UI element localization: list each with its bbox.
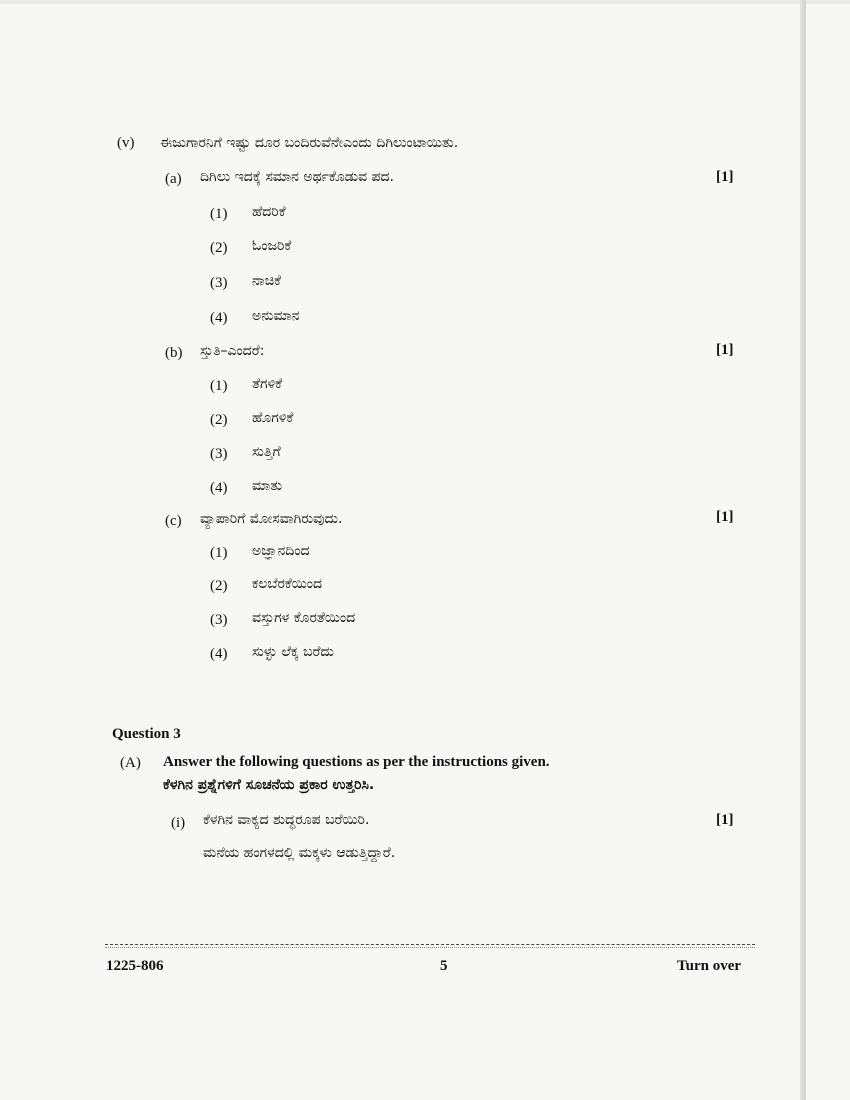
- part-c-option-4-text: ಸುಳ್ಳು ಲೆಕ್ಕ ಬರೆದು: [252, 644, 334, 660]
- part-b-option-4-text: ಮಾತು: [252, 478, 283, 494]
- part-c-option-2-text: ಕಲಬೆರಕೆಯಿಂದ: [252, 576, 323, 592]
- part-c-option-3-num: (3): [210, 612, 228, 628]
- part-a-option-2-text: ಓಂಜರಿಕೆ: [252, 238, 292, 254]
- footer-code: 1225-806: [106, 958, 164, 974]
- part-a-text: ದಿಗಿಲು ಇದಕ್ಕೆ ಸಮಾನ ಅರ್ಥಕೊಡುವ ಪದ.: [200, 169, 394, 185]
- part-c-option-2-num: (2): [210, 578, 228, 594]
- part-c-option-4-num: (4): [210, 646, 228, 662]
- question-3-heading: Question 3: [112, 726, 181, 742]
- part-a-option-4-num: (4): [210, 310, 228, 326]
- part-b-option-4-num: (4): [210, 480, 228, 496]
- footer-divider: [105, 944, 755, 945]
- part-a-option-4-text: ಅನುಮಾನ: [252, 308, 300, 324]
- question-3-item-text: ಕೆಳಗಿನ ವಾಕ್ಯದ ಶುದ್ಧರೂಪ ಬರೆಯಿರಿ.: [203, 812, 370, 828]
- part-b-option-2-num: (2): [210, 412, 228, 428]
- part-b-option-3-text: ಸುತ್ತಿಗೆ: [252, 444, 281, 460]
- part-b-label: (b): [165, 345, 183, 361]
- part-a-label: (a): [165, 171, 182, 187]
- footer-turn-over: Turn over: [677, 958, 742, 974]
- part-b-option-3-num: (3): [210, 446, 228, 462]
- part-b-option-1-text: ತೆಗಳಿಕೆ: [252, 376, 283, 392]
- part-a-marks: [1]: [716, 169, 734, 185]
- part-c-marks: [1]: [716, 509, 734, 525]
- part-c-option-1-num: (1): [210, 545, 228, 561]
- question-3-item-label: (i): [171, 815, 186, 831]
- part-b-option-1-num: (1): [210, 378, 228, 394]
- question-3-item-marks: [1]: [716, 812, 734, 828]
- part-c-option-3-text: ವಸ್ತುಗಳ ಕೊರತೆಯಿಂದ: [252, 610, 356, 626]
- footer-divider-secondary: [105, 947, 755, 948]
- part-a-option-3-text: ನಾಚಿಕೆ: [252, 273, 281, 289]
- part-c-label: (c): [165, 513, 182, 529]
- part-a-option-2-num: (2): [210, 240, 228, 256]
- page-top-edge: [0, 0, 850, 4]
- part-a-option-1-num: (1): [210, 206, 228, 222]
- part-a-option-1-text: ಹೆದರಿಕೆ: [252, 204, 286, 220]
- part-a-option-3-num: (3): [210, 275, 228, 291]
- page-right-edge: [800, 0, 806, 1100]
- question-3-instruction-kn: ಕೆಳಗಿನ ಪ್ರಶ್ನೆಗಳಿಗೆ ಸೂಚನೆಯ ಪ್ರಕಾರ ಉತ್ತರಿಸಿ.: [163, 777, 375, 793]
- question-3-instruction-en: Answer the following questions as per the instructions given.: [163, 754, 550, 770]
- question-3-section-label: (A): [120, 755, 141, 771]
- part-b-option-2-text: ಹೊಗಳಿಕೆ: [252, 410, 294, 426]
- part-c-text: ವ್ಯಾಪಾರಿಗೆ ಮೋಸವಾಗಿರುವುದು.: [200, 511, 343, 527]
- question-v-label: (v): [117, 135, 135, 151]
- question-v-text: ಈಜುಗಾರನಿಗೆ ಇಷ್ಟು ದೂರ ಬಂದಿರುವೆನೇಎಂದು ದಿಗಿಲುಂಟಾಯಿತು.: [160, 135, 459, 151]
- part-c-option-1-text: ಅಜ್ಞಾನದಿಂದ: [252, 543, 310, 559]
- question-3-item-sentence: ಮನೆಯ ಹಂಗಳದಲ್ಲಿ ಮಕ್ಕಳು ಆಡುತ್ತಿದ್ದಾರೆ.: [203, 845, 396, 861]
- part-b-text: ಸ್ತುತಿ–ಎಂದರೆ:: [200, 343, 265, 359]
- footer-page-number: 5: [440, 958, 448, 974]
- part-b-marks: [1]: [716, 342, 734, 358]
